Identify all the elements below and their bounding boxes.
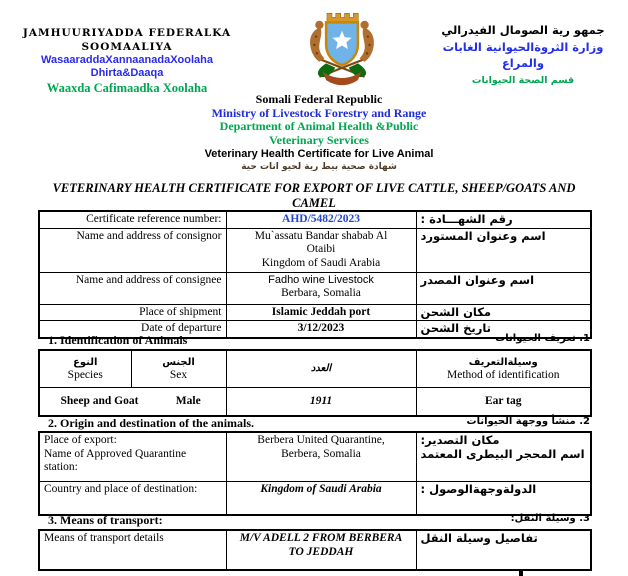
consignor-label-arabic: اسم وعنوان المستورد <box>416 228 591 272</box>
export-place-label-arabic <box>416 432 591 481</box>
departure-date-label-arabic: تاريخ الشحن <box>416 321 591 338</box>
transport-line1: M/V ADELL 2 FROM BERBERA <box>239 532 403 544</box>
quarantine-line1: Berbera United Quarantine, <box>257 434 385 446</box>
export-place-line3: station: <box>44 461 78 473</box>
cert-ref-label-arabic: رقم الشهـــادة : <box>416 211 591 228</box>
quarantine-line2: Berbera, Somalia <box>281 447 361 460</box>
center-certificate-title-arabic: شهادة صحية بيط رية لحيو انات حية <box>241 162 397 172</box>
somali-coat-of-arms <box>296 8 388 92</box>
somali-republic-title-line2: SOOMAALIYA <box>81 41 173 53</box>
arabic-ministry-line1: وزارة الثروةالحيوانية الغابات <box>442 40 604 54</box>
section1-title: 1. Identification of Animals <box>48 333 188 347</box>
method-value: Ear tag <box>416 387 591 416</box>
consignee-value <box>226 272 416 304</box>
species-sex-value <box>39 387 226 416</box>
section-identification <box>38 333 590 348</box>
leopard-icon-left <box>310 21 324 62</box>
consignee-label: Name and address of consignee <box>39 272 226 304</box>
certificate-table <box>38 210 592 339</box>
center-country: Somali Federal Republic <box>255 92 383 106</box>
table-row <box>39 530 591 570</box>
transport-table <box>38 529 592 571</box>
count-header-arabic: العدد <box>310 363 332 375</box>
somali-ministry-line2: Dhirta&Daaqa <box>90 67 164 79</box>
shipment-place-value: Islamic Jeddah port <box>226 304 416 321</box>
consignee-line2: Berbara, Somalia <box>281 287 361 299</box>
arabic-ministry-line2: والمراع <box>501 56 545 70</box>
consignor-line2: Otaibi <box>306 243 336 255</box>
consignor-value <box>226 228 416 272</box>
table-row <box>39 228 591 272</box>
leopard-icon-right <box>360 21 374 62</box>
main-title-line2: CAMEL <box>292 195 336 210</box>
export-place-label <box>39 432 226 481</box>
departure-date-label: Date of departure <box>39 321 226 338</box>
consignor-line1: Mu`assatu Bandar shabab Al <box>254 229 388 242</box>
header-center-block <box>150 93 488 173</box>
consignor-line3: Kingdom of Saudi Arabia <box>261 256 381 269</box>
section3-title-arabic: 3. وسيلة النقل: <box>510 513 590 524</box>
table-row <box>39 272 591 304</box>
section-origin-destination <box>38 416 590 431</box>
count-header <box>226 350 416 387</box>
main-title-line1: VETERINARY HEALTH CERTIFICATE FOR EXPORT OF LIVE CATTLE, SHEEP/GOATS AND <box>52 181 576 195</box>
cert-ref-value: AHD/5482/2023 <box>226 211 416 228</box>
sex-header-arabic: الجنس <box>162 356 195 368</box>
method-header-english: Method of identification <box>447 368 560 381</box>
transport-line2: TO JEDDAH <box>288 545 354 558</box>
center-department-line2: Veterinary Services <box>269 132 369 147</box>
consignee-line1: Fadho wine Livestock <box>268 273 374 286</box>
section2-title-arabic: 2. منشأ ووجهة الحيوانات <box>466 416 590 427</box>
table-row <box>39 432 591 481</box>
quarantine-value <box>226 432 416 481</box>
table-row <box>39 304 591 321</box>
section-means-of-transport <box>38 513 590 528</box>
arabic-department: قسم الصحة الحيوانات <box>471 75 575 86</box>
origin-table <box>38 431 592 516</box>
somali-coat-of-arms-icon <box>296 8 388 92</box>
departure-date-value: 3/12/2023 <box>226 321 416 338</box>
table-row <box>39 481 591 515</box>
main-title <box>0 181 628 210</box>
consignor-label: Name and address of consignor <box>39 228 226 272</box>
export-place-arabic-line2: اسم المحجر البيطرى المعتمد <box>420 446 585 461</box>
export-place-line1: Place of export: <box>44 434 117 446</box>
species-header-english: Species <box>67 368 103 381</box>
center-department-line1: Department of Animal Health &Public <box>219 119 419 133</box>
destination-label-arabic: الدولةوجهةالوصول : <box>416 481 591 515</box>
header-somali-block <box>18 26 236 96</box>
table-row <box>39 387 591 416</box>
somali-republic-title-line1: JAMHUURIYADDA FEDERALKA <box>22 27 232 39</box>
destination-value: Kingdom of Saudi Arabia <box>226 481 416 515</box>
center-certificate-title: Veterinary Health Certificate for Live Animal <box>204 148 434 160</box>
table-row <box>39 211 591 228</box>
transport-details-value <box>226 530 416 570</box>
count-value: 1911 <box>226 387 416 416</box>
shipment-place-label-arabic: مكان الشحن <box>416 304 591 321</box>
shipment-place-label: Place of shipment <box>39 304 226 321</box>
header-arabic-block <box>424 22 622 88</box>
somali-department: Waaxda Cafimaadka Xoolaha <box>46 81 208 95</box>
crown-icon <box>327 13 358 21</box>
section2-title: 2. Origin and destination of the animals. <box>48 416 255 430</box>
somali-ministry-line1: WasaaraddaXannaanadaXoolaha <box>41 54 213 66</box>
sex-value: Male <box>175 394 201 407</box>
consignee-label-arabic: اسم وعنوان المصدر <box>416 272 591 304</box>
sex-header <box>131 350 226 387</box>
arabic-country-title: جمهو رية الصومال الفيدرالي <box>441 23 605 37</box>
sex-header-english: Sex <box>169 368 188 381</box>
section1-title-arabic: 1. تعريف الحيوانات <box>495 333 590 344</box>
species-value: Sheep and Goat <box>60 394 139 407</box>
center-ministry: Ministry of Livestock Forestry and Range <box>211 105 427 120</box>
species-header <box>39 350 131 387</box>
table-row <box>39 350 591 387</box>
method-header <box>416 350 591 387</box>
species-header-arabic: النوع <box>73 356 98 368</box>
page-cutoff-mark <box>519 571 523 576</box>
export-place-line2: Name of Approved Quarantine <box>44 447 187 460</box>
section3-title: 3. Means of transport: <box>48 513 163 527</box>
destination-label: Country and place of destination: <box>39 481 226 515</box>
transport-details-label: Means of transport details <box>39 530 226 570</box>
export-place-arabic-line1: مكان التصدير: <box>420 433 500 447</box>
transport-details-label-arabic: تفاصيل وسيلة النقل <box>416 530 591 570</box>
cert-ref-label: Certificate reference number: <box>39 211 226 228</box>
identification-table <box>38 349 592 417</box>
method-header-arabic: وسيلةالتعريف <box>468 356 538 368</box>
